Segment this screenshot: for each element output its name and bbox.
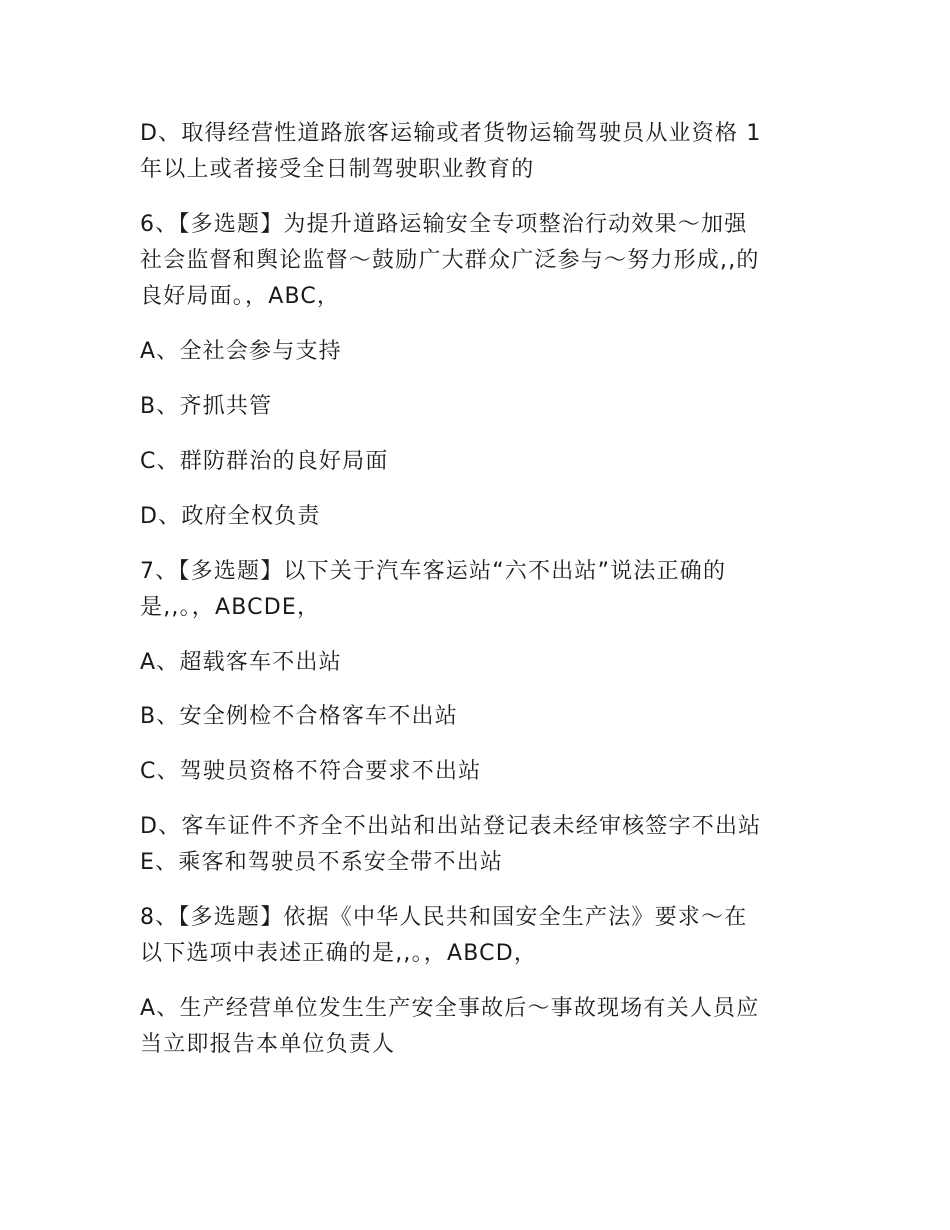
text-line: 年以上或者接受全日制驾驶职业教育的 [140, 157, 535, 182]
option-b: B、齐抓共管 [140, 394, 273, 419]
option-c: C、驾驶员资格不符合要求不出站 [140, 759, 482, 784]
option-e: E、乘客和驾驶员不系安全带不出站 [140, 850, 504, 875]
option-d: D、政府全权负责 [140, 504, 321, 529]
question-8-line: 以下选项中表述正确的是,,。，ABCD， [140, 941, 538, 966]
text-line: D、取得经营性道路旅客运输或者货物运输驾驶员从业资格 1 [140, 121, 762, 146]
question-6-line: 6、【多选题】为提升道路运输安全专项整治行动效果～加强 [140, 212, 748, 237]
question-7-line: 7、【多选题】以下关于汽车客运站“六不出站”说法正确的 [140, 559, 727, 584]
option-c: C、群防群治的良好局面 [140, 449, 389, 474]
question-8-line: 8、【多选题】依据《中华人民共和国安全生产法》要求～在 [140, 905, 748, 930]
question-6-line: 社会监督和舆论监督～鼓励广大群众广泛参与～努力形成,,的 [140, 248, 760, 273]
option-a: A、生产经营单位发生生产安全事故后～事故现场有关人员应 [140, 996, 760, 1021]
option-a: 当立即报告本单位负责人 [140, 1032, 396, 1057]
option-d: D、客车证件不齐全不出站和出站登记表未经审核签字不出站 [140, 814, 762, 839]
question-7-line: 是,,。，ABCDE， [140, 595, 321, 620]
option-a: A、超载客车不出站 [140, 650, 342, 675]
option-b: B、安全例检不合格客车不出站 [140, 704, 458, 729]
question-6-line: 良好局面。，ABC， [140, 284, 341, 309]
option-a: A、全社会参与支持 [140, 339, 342, 364]
